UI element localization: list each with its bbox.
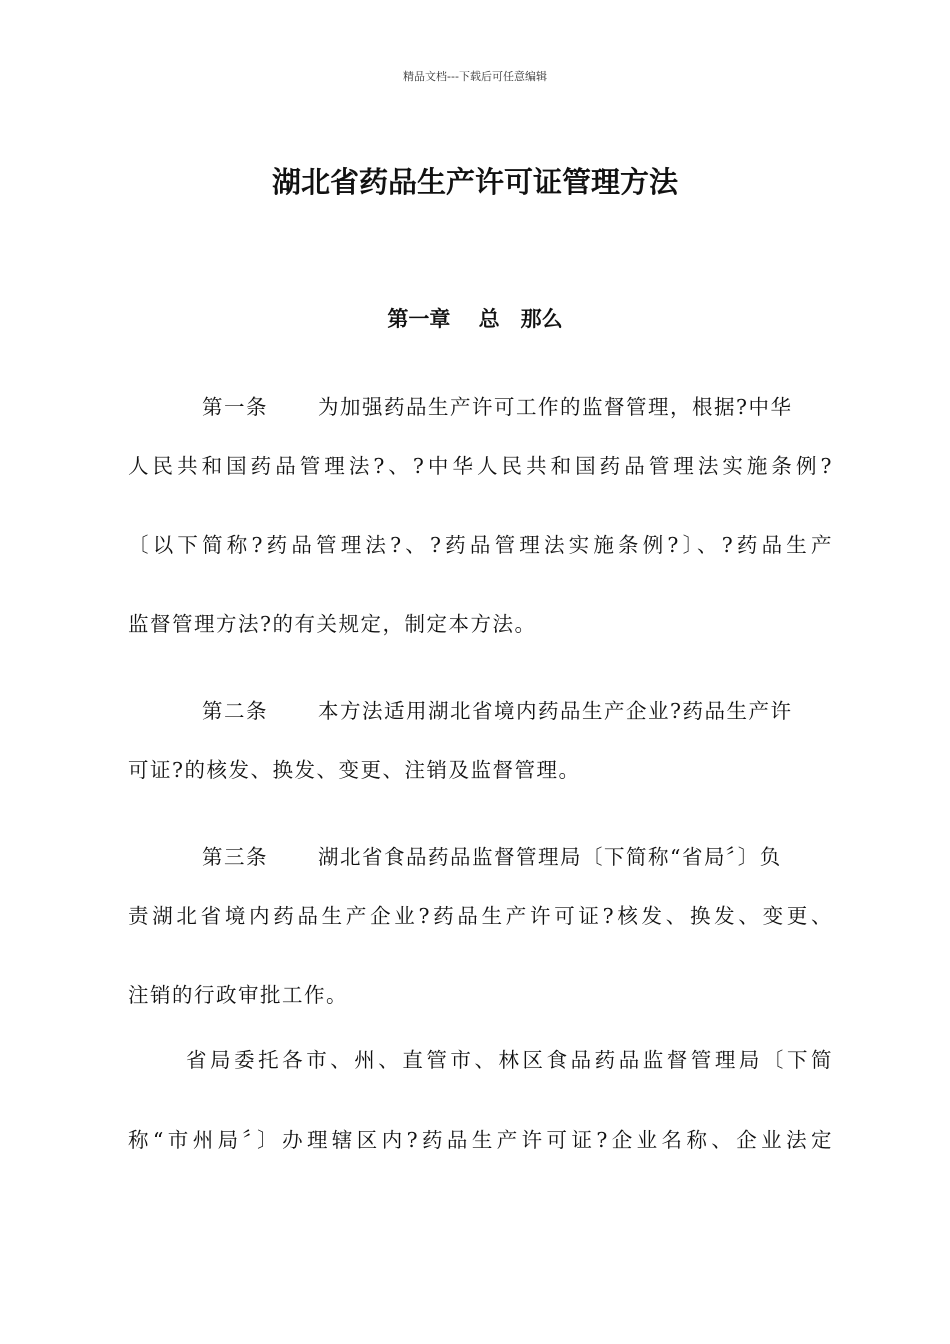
document-title: 湖北省药品生产许可证管理方法 (271, 165, 678, 199)
article-1-line-1 (128, 376, 833, 417)
article-3-line-1 (128, 826, 833, 867)
article-label: 第二条 (202, 698, 269, 723)
paragraph-line-1: 省局委托各市、州、直管市、林区食品药品监督管理局〔下简 (186, 1048, 833, 1072)
article-2-line-2: 可证?的核发、换发、变更、注销及监督管理。 (128, 758, 581, 782)
article-1-line-4: 监督管理方法?的有关规定，制定本方法。 (128, 612, 537, 636)
article-label: 第一条 (202, 394, 269, 419)
article-1-line-3: 〔以下简称?药品管理法?、?药品管理法实施条例?〕、?药品生产 (128, 533, 833, 557)
page-header-note: 精品文档---下载后可任意编辑 (403, 70, 547, 83)
paragraph-text: 湖北省食品药品监督管理局〔下简称“省局〞〕负 (318, 844, 782, 869)
paragraph-text: 为加强药品生产许可工作的监督管理，根据?中华 (318, 394, 793, 419)
article-3-line-3: 注销的行政审批工作。 (128, 983, 348, 1007)
paragraph-text: 本方法适用湖北省境内药品生产企业?药品生产许 (318, 698, 793, 723)
paragraph-line-2: 称“市州局〞〕办理辖区内?药品生产许可证?企业名称、企业法定 (128, 1128, 833, 1152)
article-1-line-2: 人民共和国药品管理法?、?中华人民共和国药品管理法实施条例? (128, 454, 833, 478)
article-label: 第三条 (202, 844, 269, 869)
article-3-line-2: 责湖北省境内药品生产企业?药品生产许可证?核发、换发、变更、 (128, 904, 833, 928)
chapter-title: 第一章 总 那么 (387, 307, 563, 331)
article-2-line-1 (128, 680, 833, 721)
